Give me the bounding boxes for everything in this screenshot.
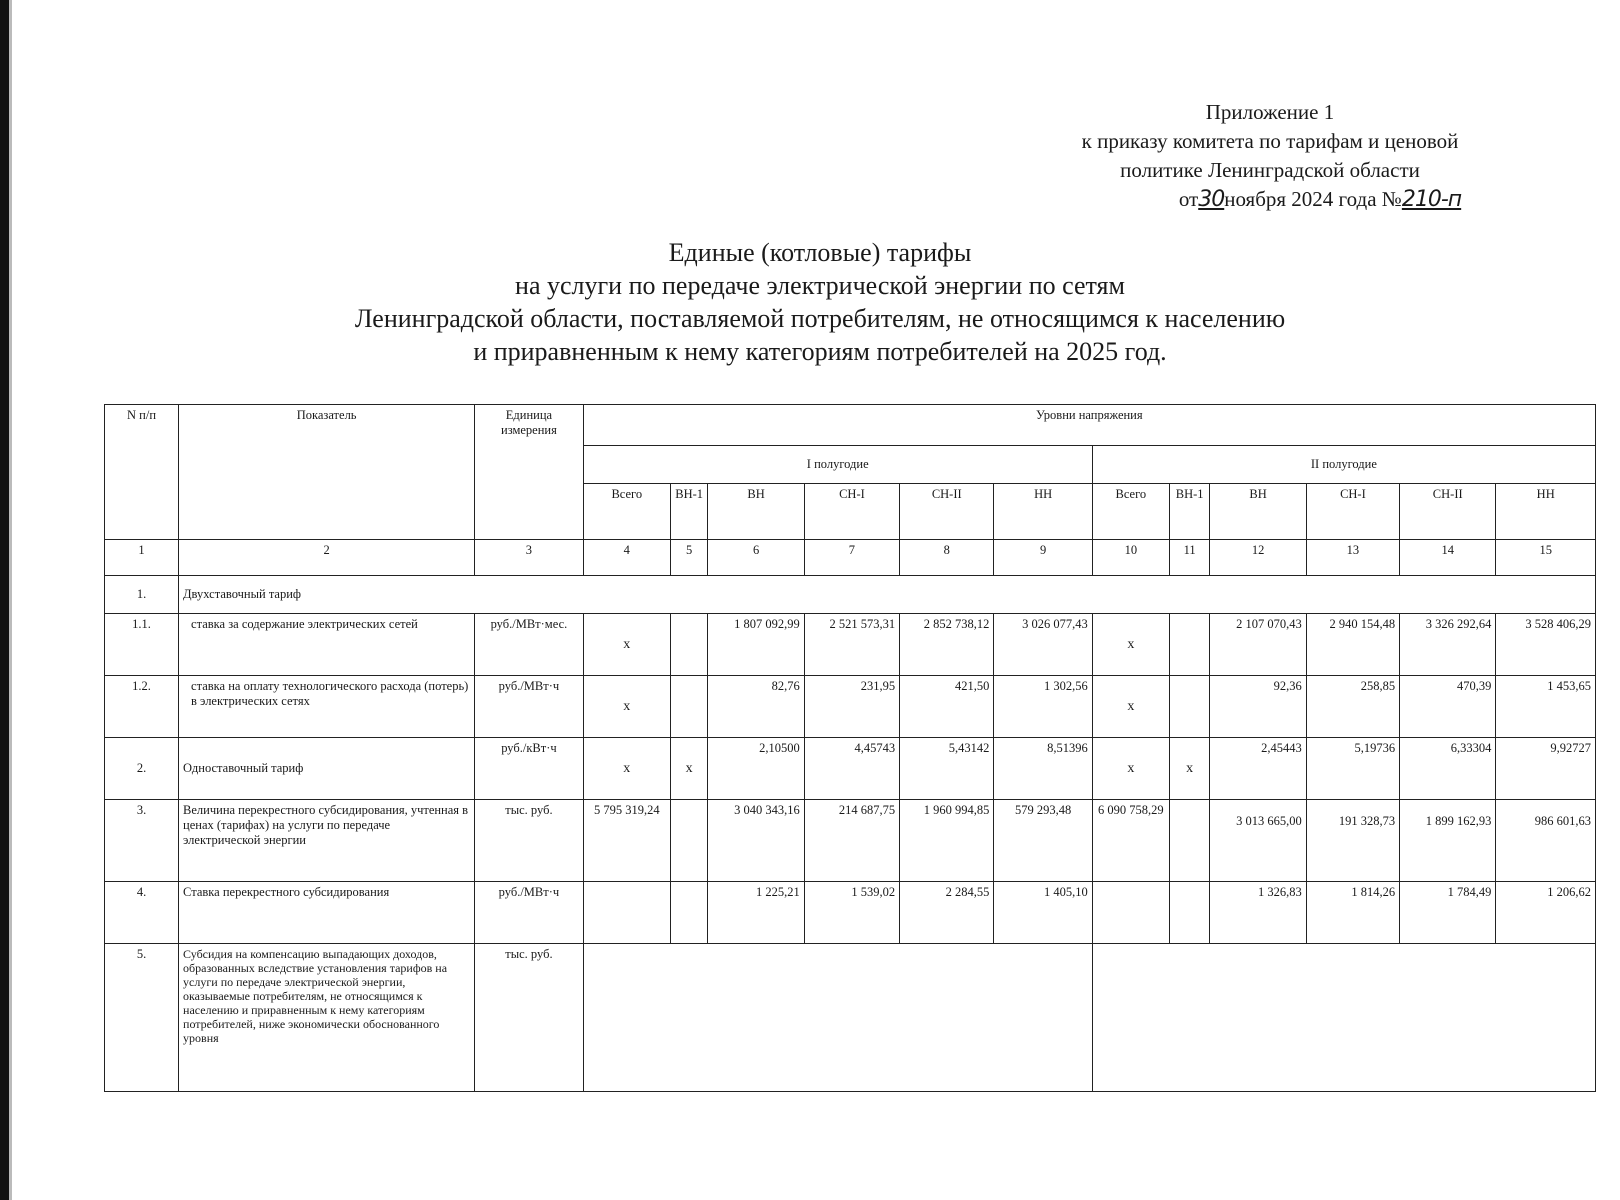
cell-value: 191 328,73 (1306, 800, 1399, 882)
row-num: 1.2. (105, 676, 179, 738)
column-number: 8 (900, 540, 994, 576)
row-unit: руб./кВт·ч (475, 738, 584, 800)
cell-value: 3 013 665,00 (1210, 800, 1306, 882)
cell-value (670, 614, 708, 676)
cell-value (1169, 882, 1210, 944)
row-num: 3. (105, 800, 179, 882)
column-number: 5 (670, 540, 708, 576)
row-name: ставка на оплату технологического расхода (потерь) в электрических сетях (179, 676, 475, 738)
cell-value: 8,51396 (994, 738, 1092, 800)
title-line-1: Единые (котловые) тарифы (668, 238, 972, 267)
cell-value: 5 795 319,24 (583, 800, 670, 882)
column-number: 2 (179, 540, 475, 576)
cell-value: 3 528 406,29 (1496, 614, 1596, 676)
cell-value: х (670, 738, 708, 800)
cell-value (670, 882, 708, 944)
cell-value: 1 807 092,99 (708, 614, 804, 676)
cell-value (1092, 882, 1169, 944)
header-sub: СН-I (804, 484, 899, 540)
header-half-2: II полугодие (1092, 446, 1595, 484)
cell-value: 986 601,63 (1496, 800, 1596, 882)
column-number: 12 (1210, 540, 1306, 576)
table-row (105, 614, 1596, 676)
cell-value (670, 676, 708, 738)
cell-value: 1 784,49 (1400, 882, 1496, 944)
header-indicator: Показатель (179, 405, 475, 540)
cell-value: х (583, 676, 670, 738)
row-num: 2. (105, 738, 179, 800)
row-num: 4. (105, 882, 179, 944)
header-sub: СН-II (1400, 484, 1496, 540)
appendix-date-line (1010, 185, 1530, 214)
cell-value: 1 326,83 (1210, 882, 1306, 944)
title-line-3: Ленинградской области, поставляемой потребителям, не относящимся к населению (354, 304, 1286, 333)
cell-value: 6 090 758,29 (1092, 800, 1169, 882)
appendix-header (1010, 98, 1530, 214)
title-line-2: на услуги по передаче электрической энергии по сетям (515, 271, 1125, 300)
cell-value: х (1169, 738, 1210, 800)
cell-value: х (1092, 614, 1169, 676)
cell-value (670, 800, 708, 882)
row-name: Величина перекрестного субсидирования, учтенная в ценах (тарифах) на услуги по передаче электрической энергии (179, 800, 475, 882)
table-row (105, 882, 1596, 944)
cell-value: 82,76 (708, 676, 804, 738)
header-sub: НН (1496, 484, 1596, 540)
row-name: Субсидия на компенсацию выпадающих доходов, образованных вследствие установления тарифов на услуги по передаче электрической энергии, оказываемые потребителям, не относящимся к населению и приравненным к нему категориям потребителей, ниже экономически обоснованного уровня (179, 944, 475, 1092)
cell-value: 5,43142 (900, 738, 994, 800)
title-line-4: и приравненным к нему категориям потребителей на 2025 год. (473, 337, 1167, 366)
column-number: 14 (1400, 540, 1496, 576)
row-unit: тыс. руб. (475, 944, 584, 1092)
column-number: 15 (1496, 540, 1596, 576)
cell-value: 1 814,26 (1306, 882, 1399, 944)
cell-value: 2 521 573,31 (804, 614, 899, 676)
column-number: 13 (1306, 540, 1399, 576)
document-title (230, 236, 1410, 368)
cell-value: 1 225,21 (708, 882, 804, 944)
row-num: 1. (105, 576, 179, 614)
header-unit: Единица измерения (475, 405, 584, 540)
table-row (105, 944, 1596, 1092)
row-unit: руб./МВт·ч (475, 676, 584, 738)
appendix-line-1: Приложение 1 (1205, 100, 1335, 124)
cell-value: 1 539,02 (804, 882, 899, 944)
cell-value: 470,39 (1400, 676, 1496, 738)
scan-edge (0, 0, 9, 1200)
cell-value: 258,85 (1306, 676, 1399, 738)
cell-value: х (1092, 676, 1169, 738)
cell-value: 3 026 077,43 (994, 614, 1092, 676)
header-sub: ВН (708, 484, 804, 540)
column-number: 4 (583, 540, 670, 576)
row-unit: тыс. руб. (475, 800, 584, 882)
cell-value: х (583, 614, 670, 676)
column-number: 9 (994, 540, 1092, 576)
cell-value: 1 302,56 (994, 676, 1092, 738)
cell-value (1169, 614, 1210, 676)
cell-value: 421,50 (900, 676, 994, 738)
cell-value: 214 687,75 (804, 800, 899, 882)
scan-edge-shadow (9, 0, 12, 1200)
row-unit: руб./МВт·ч (475, 882, 584, 944)
row-name: Одноставочный тариф (179, 738, 475, 800)
header-sub: ВН (1210, 484, 1306, 540)
cell-value (583, 882, 670, 944)
row-name: Ставка перекрестного субсидирования (179, 882, 475, 944)
appendix-line-2: к приказу комитета по тарифам и ценовой (1081, 129, 1459, 153)
cell-value: 2,10500 (708, 738, 804, 800)
cell-value: 4,45743 (804, 738, 899, 800)
cell-value: 231,95 (804, 676, 899, 738)
cell-value: х (583, 738, 670, 800)
header-sub: Всего (1092, 484, 1169, 540)
cell-value: 2 940 154,48 (1306, 614, 1399, 676)
row-name: ставка за содержание электрических сетей (179, 614, 475, 676)
column-number: 11 (1169, 540, 1210, 576)
date-text: ноября 2024 года № (1224, 187, 1402, 211)
table-row (105, 676, 1596, 738)
column-number: 1 (105, 540, 179, 576)
cell-value: 1 960 994,85 (900, 800, 994, 882)
column-number: 6 (708, 540, 804, 576)
column-number: 10 (1092, 540, 1169, 576)
header-sub: ВН-1 (1169, 484, 1210, 540)
cell-value: 3 326 292,64 (1400, 614, 1496, 676)
cell-value: 9,92727 (1496, 738, 1596, 800)
cell-value: 6,33304 (1400, 738, 1496, 800)
header-sub: ВН-1 (670, 484, 708, 540)
cell-value (1169, 676, 1210, 738)
cell-value: 3 040 343,16 (708, 800, 804, 882)
header-half-1: I полугодие (583, 446, 1092, 484)
header-sub: СН-II (900, 484, 994, 540)
cell-value: 2 284,55 (900, 882, 994, 944)
cell-value: 1 405,10 (994, 882, 1092, 944)
cell-value: 2 852 738,12 (900, 614, 994, 676)
cell-value: 1 206,62 (1496, 882, 1596, 944)
subsidy-half-1-cell (583, 944, 1092, 1092)
date-prefix: от (1178, 187, 1199, 211)
handwritten-day: 30 (1198, 187, 1225, 212)
header-sub: НН (994, 484, 1092, 540)
cell-value: 579 293,48 (994, 800, 1092, 882)
tariff-table (104, 404, 1596, 1092)
row-num: 1.1. (105, 614, 179, 676)
cell-value: 1 899 162,93 (1400, 800, 1496, 882)
header-voltage-levels: Уровни напряжения (583, 405, 1595, 446)
cell-value: 1 453,65 (1496, 676, 1596, 738)
appendix-line-3: политике Ленинградской области (1120, 158, 1420, 182)
header-sub: СН-I (1306, 484, 1399, 540)
cell-value: 92,36 (1210, 676, 1306, 738)
cell-value (1169, 800, 1210, 882)
cell-value: 2,45443 (1210, 738, 1306, 800)
cell-value: х (1092, 738, 1169, 800)
cell-value: 2 107 070,43 (1210, 614, 1306, 676)
column-number: 7 (804, 540, 899, 576)
row-unit: руб./МВт·мес. (475, 614, 584, 676)
table-row (105, 800, 1596, 882)
handwritten-order-number: 210-п (1401, 187, 1462, 212)
header-num: N п/п (105, 405, 179, 540)
table-row (105, 738, 1596, 800)
subsidy-half-2-cell (1092, 944, 1595, 1092)
cell-value: 5,19736 (1306, 738, 1399, 800)
row-num: 5. (105, 944, 179, 1092)
table-row (105, 576, 1596, 614)
column-number: 3 (475, 540, 584, 576)
header-sub: Всего (583, 484, 670, 540)
tariff-table-wrapper (104, 404, 1596, 1092)
row-name: Двухставочный тариф (179, 576, 1596, 614)
column-number-row (105, 540, 1596, 576)
